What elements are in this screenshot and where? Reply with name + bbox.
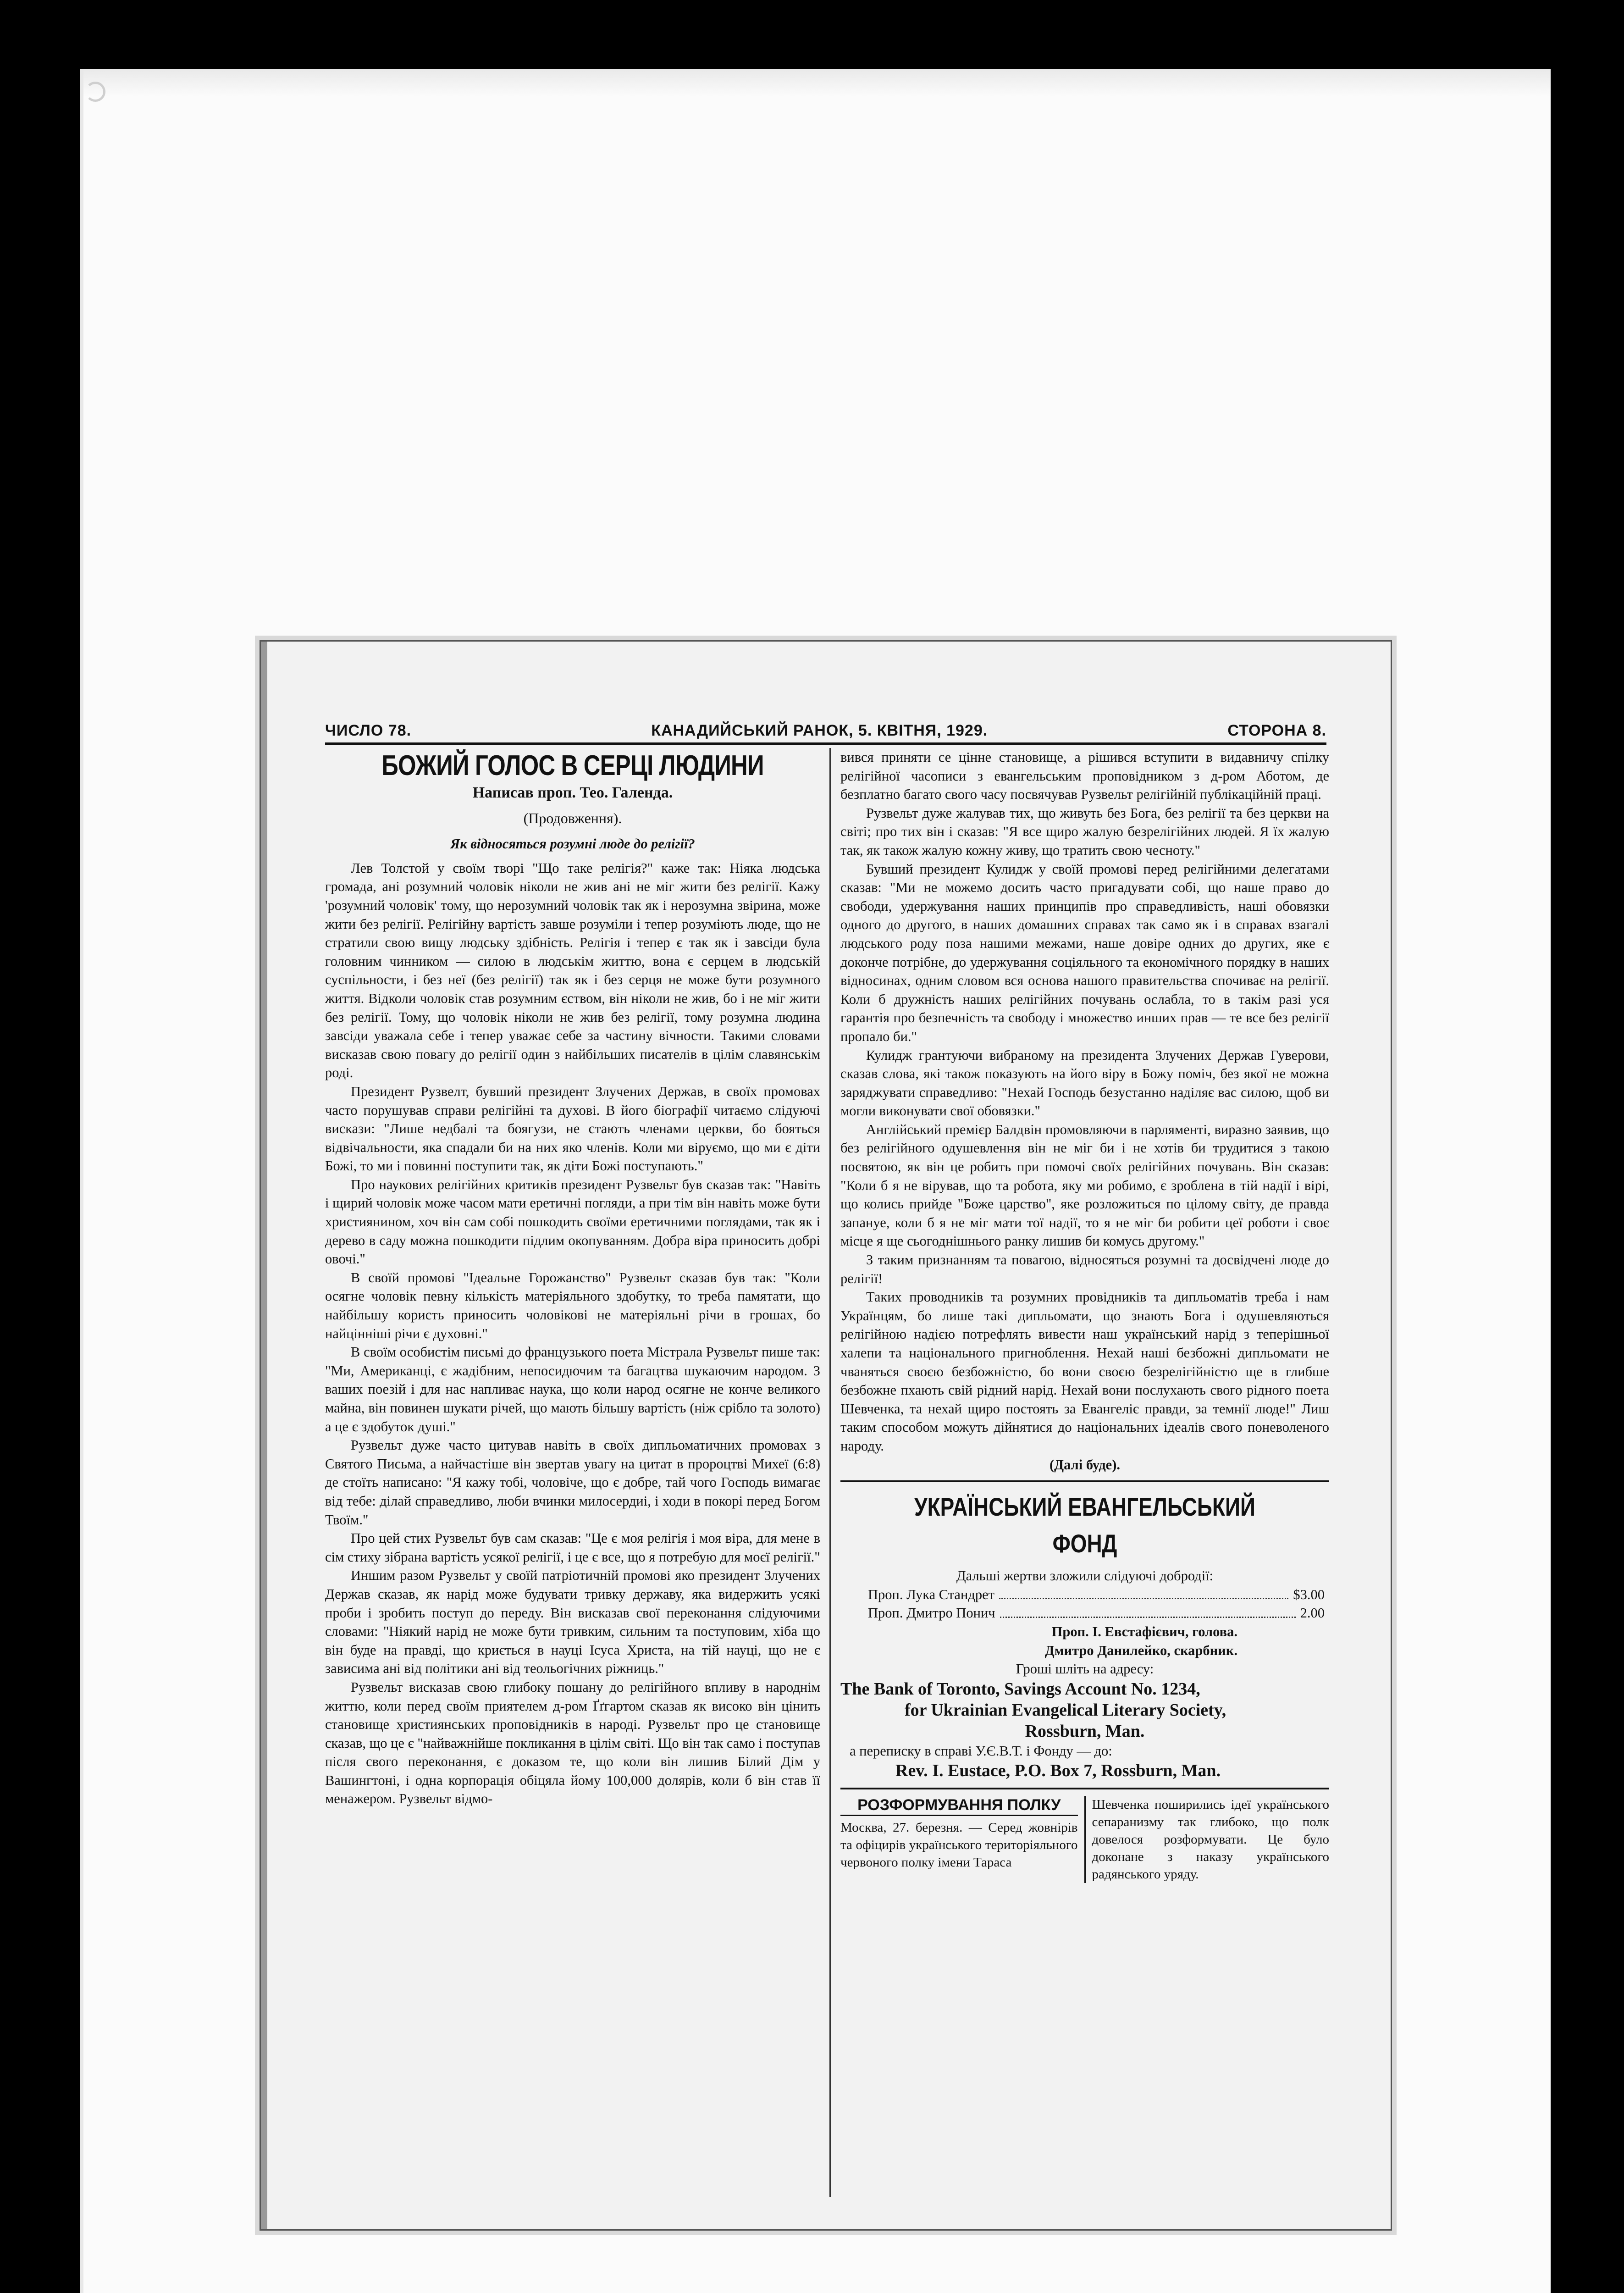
paragraph: З таким признанням та повагою, відносяться розумні та досвідчені люде до релігії!: [840, 1252, 1329, 1286]
paragraph: Про наукових релігійних критиків президент Рузвельт був сказав так: "Навіть і щирий чоловік може часом мати еретичні погляди, а при тім він навіть може бути християнином, хоч він сам собі пошкодить своїми еретичними поглядами, так як і дерево в саду можна пошкодити підлим окопуванням. Добра віра приносить добрі овочі.": [325, 1176, 820, 1267]
paragraph: Кулидж грантуючи вибраному на президента Злучених Держав Гуверови, сказав слова, які також показують на його віру в Божу поміч, без якої не можна заряджувати справедливо: "Нехай Господь безустанно наділяє вас силою, щоб ви могли виконувати свої обовязки.": [840, 1047, 1329, 1119]
donor-row: [840, 1585, 1329, 1604]
article-title: БОЖИЙ ГОЛОС В СЕРЦІ ЛЮДИНИ: [381, 750, 764, 781]
bank-line: Rossburn, Man.: [1025, 1721, 1145, 1741]
paragraph: Президент Рузвелт, бувший президент Злучених Держав, в своїх промовах часто порушував справи релігійні та духові. В його біографії читаємо слідуючі вискази: "Лише недбалі та боягузи, не стають членами церкви, бо бояться відвічальности, яка спадали би на них яко членів. Коли ми віруємо, що ми є діти Божі, то ми і повинні поступити так, як діти Божі поступають.": [325, 1083, 820, 1174]
news-title: РОЗФОРМУВАННЯ ПОЛКУ: [840, 1796, 1078, 1816]
donor-row: [840, 1604, 1329, 1623]
donor-name: Проп. Дмитро Понич: [868, 1605, 995, 1621]
page-header: [325, 719, 1326, 745]
masthead: КАНАДИЙСЬКИЙ РАНОК, 5. КВІТНЯ, 1929.: [651, 722, 988, 739]
news-left: [840, 1796, 1086, 1883]
fund-intro: Дальші жертви зложили слідуючі добродії:: [956, 1568, 1214, 1584]
paragraph: Лев Толстой у своїм творі "Що таке релігія?" каже так: Ніяка людська громада, ані розумний чоловік ніколи не жив ані не міг жити без релігії. Кажу 'розумний чоловік' тому, що нерозумний чоловік так як і нерозумна звірина, може жити без релігії. Релігійну вартість завше розуміли і тепер розуміють люде, що не стратили свою вищу людську здібність. Релігія і тепер є так як і завсіди була головним чинником — силою в людськім життю, вона є серцем в людській суспільности, і без неї (без релігії) так як і без серця не може бути розумного життя. Відколи чоловік став розумним єством, він ніколи не жив, бо і не міг жити без релігії. Тому, що чоловік ніколи не жив без релігії, тому розумна людина завсіди уважала себе і тепер уважає себе за частину вічности. Такими словами висказав свою повагу до релігії один з найбільших писателів в цілім славянськім роді.: [325, 860, 820, 1081]
paragraph: Иншим разом Рузвельт у своїй патріотичній промові яко президент Злучених Держав сказав, як нарід може будувати тривку державу, яка видержить усякі проби і зробить поступ до переду. Він висказав свої переконання слідуючими словами: "Ніякий нарід не може бути тривким, сильним та поступовим, хіба що він буде на правді, що криється в науці Ісуса Христа, на тій науці, що не є зависима ані від політики ані від теольогічних ріжниць.": [325, 1567, 820, 1677]
news-text: Шевченка поширились ідеї українського сепаранизму так глибоко, що полк довелося розформувати. Це було доконане з наказу українського радянського уряду.: [1092, 1797, 1329, 1882]
paragraph: Про цей стих Рузвельт був сам сказав: "Це є моя релігія і моя віра, для мене в сім стиху зібрана вартість усякої релігії, і це є все, що я потребую для моєї релігії.": [325, 1530, 820, 1565]
bank-line: for Ukrainian Evangelical Literary Society,: [905, 1700, 1226, 1720]
paragraph: Рузвельт дуже жалував тих, що живуть без Бога, без релігії та без церкви на світі; про тих він і сказав: "Я все щиро жалую безрелігійних людей. Я їх жалую так, як також жалую кожну живу, що тратить свою чесноту.": [840, 805, 1329, 858]
article-byline: Написав проп. Тео. Галенда.: [472, 784, 673, 801]
correspondence-address: Rev. I. Eustace, P.O. Box 7, Rossburn, Man.: [895, 1761, 1221, 1781]
leader-dots: [1000, 1604, 1296, 1618]
signature-chair: Проп. І. Евстафієвич, голова.: [1051, 1623, 1237, 1639]
registration-mark: [85, 82, 105, 102]
newspaper-page: [260, 640, 1392, 2231]
news-right: [1086, 1796, 1330, 1883]
leader-dots: [999, 1585, 1288, 1600]
paragraph: В своїй промові "Ідеальне Горожанство" Рузвельт сказав був так: "Коли осягне чоловік певну кількість матеріяльного здобутку, то треба памятати, що найбільшу користь приносить чоловікові не матеріяльні річи в грошах, бо найцінніші річи є духовні.": [325, 1269, 820, 1341]
donor-amount: $3.00: [1293, 1586, 1325, 1602]
page-number: СТОРОНА 8.: [1227, 722, 1326, 739]
news-text: Москва, 27. березня. — Серед жовнірів та офіцирів українського територіяльного червоного полку імени Тараса: [840, 1820, 1078, 1870]
correspondence-label: а переписку в справі У.Є.В.Т. і Фонду — до:: [850, 1743, 1112, 1759]
section-rule: [840, 1480, 1329, 1482]
paragraph: Таких проводників та розумних провідників та дипльоматів треба і нам Українцям, бо лише такі дипльомати, що знають Бога і одушевляються релігійною надією потрефлять вивести наш український нарід з теперішньої халепи та національного пригноблення. Нехай наші безбожні дипльомати не чваняться своєю безбожністю, бо вони своєю безрелігійністю ще в глибше безбожне пхають свій рідний нарід. Нехай вони послухають свого рідного поета Шевченка, та нехай щиро постоять за Евангеліє правди, за темнії люде!" Лиш таким способом можуть дійнятися до національних ідеалів свого поневоленого народу.: [840, 1289, 1329, 1454]
film-edge: [0, 0, 80, 2293]
paragraph: Бувший президент Кулидж у своїй промові перед релігійними делегатами сказав: "Ми не можемо досить часто пригадувати собі, що наше право до свободи, удержування наших принципів про справедливість, наші обовязки одного до другого, в наших домашних справах так само як і в справах взагалі людського роду поза нашими межами, наше довіре одних до других, яке є доконче потрібне, до удержування соціяльного та економічного порядку в наших відносинах, одним словом вся основа нашого правительства спочиває на релігії. Коли б дружність наших релігійних почувань ослабла, то в такім разі уся гарантія про безпечність та свободу і множество инших прав — те все без релігії пропало би.": [840, 861, 1329, 1044]
donor-name: Проп. Лука Стандрет: [868, 1586, 994, 1602]
news-item: [840, 1796, 1329, 1883]
continued-note: (Продовження).: [523, 809, 622, 826]
paragraph: В своїм особистім письмі до французького поета Містрала Рузвельт пише так: "Ми, Американці, є жадібним, непосидючим та багацтва шукаючим народом. З ваших поезій і для нас напливає наука, що коли народ осягне не конче великого майна, він повинен шукати річей, що мають більшу вартість (ніж срібло та золото) а це є здобуток душі.": [325, 1344, 820, 1435]
paragraph: вився приняти се цінне становище, а рішився вступити в видавничу спілку релігійної часописи з евангельським проповідником з д-ром Аботом, де безплатно багато свого часу посвячував Рузвельт релігійній публікаційній праці.: [840, 749, 1329, 803]
to-be-continued: (Далі буде).: [1049, 1457, 1121, 1473]
article-column-left: [325, 748, 820, 1808]
send-label: Гроші шліть на адресу:: [1016, 1661, 1154, 1677]
donor-amount: 2.00: [1300, 1605, 1325, 1621]
bank-address: [840, 1678, 1329, 1742]
section-rule: [840, 1788, 1329, 1789]
column-divider: [829, 748, 831, 2197]
paragraph: Рузвельт висказав свою глибоку пошану до релігійного впливу в народнім життю, коли перед своїм приятелем д-ром Ґґгартом сказав як високо він цінить становище християнських проповідників в народі. Рузвельт про це становище сказав, що це є "найважнійше покликання в цілім світі. Що він так само і поступав після свого переконання, є доказом те, що коли він лишив Білий Дім у Вашингтоні, і одна корпорація обіцяла йому 100,000 долярів, коли б він став її менажером. Рузвельт відмо-: [325, 1679, 820, 1807]
paragraph: Рузвельт дуже часто цитував навіть в своїх дипльоматичних промовах з Святого Письма, а найчастіше він звертав увагу на цитат в пророцтві Михеї (6:8) де стоїть написано: "Я кажу тобі, чоловіче, що є добре, тай чого Господь вимагає від тебе: ділай справедливо, люби вчинки милосердиі, і ходи в покорі перед Богом Твоїм.": [325, 1437, 820, 1528]
fund-title: УКРАЇНСЬКИЙ ЕВАНГЕЛЬСЬКИЙ ФОНД: [914, 1492, 1255, 1558]
signature-treasurer: Дмитро Данилейко, скарбник.: [1044, 1642, 1237, 1658]
article-subhead: Як відносяться розумні люде до релігії?: [450, 836, 695, 852]
issue-number: ЧИСЛО 78.: [325, 722, 412, 739]
bank-line: The Bank of Toronto, Savings Account No. 1234,: [840, 1679, 1200, 1699]
article-column-right: [840, 748, 1329, 1883]
paragraph: Англійський премієр Балдвін промовляючи в парляменті, виразно заявив, що без релігійного одушевлення він не міг би і не хотів би трудитися з такою посвятою, як він це робить при помочі своїх релігійних почувань. Він сказав: "Коли б я не вірував, що та робота, яку ми робимо, є зроблена в тій надії і вірі, що колись прийде "Боже царство", яке розложиться по цілому світу, де правда запануе, коли б я не міг мати тої надії, то я не міг би робити цеї роботи і своє місце я ще сьогоднішнього ранку лишив би комусь другому.": [840, 1121, 1329, 1249]
